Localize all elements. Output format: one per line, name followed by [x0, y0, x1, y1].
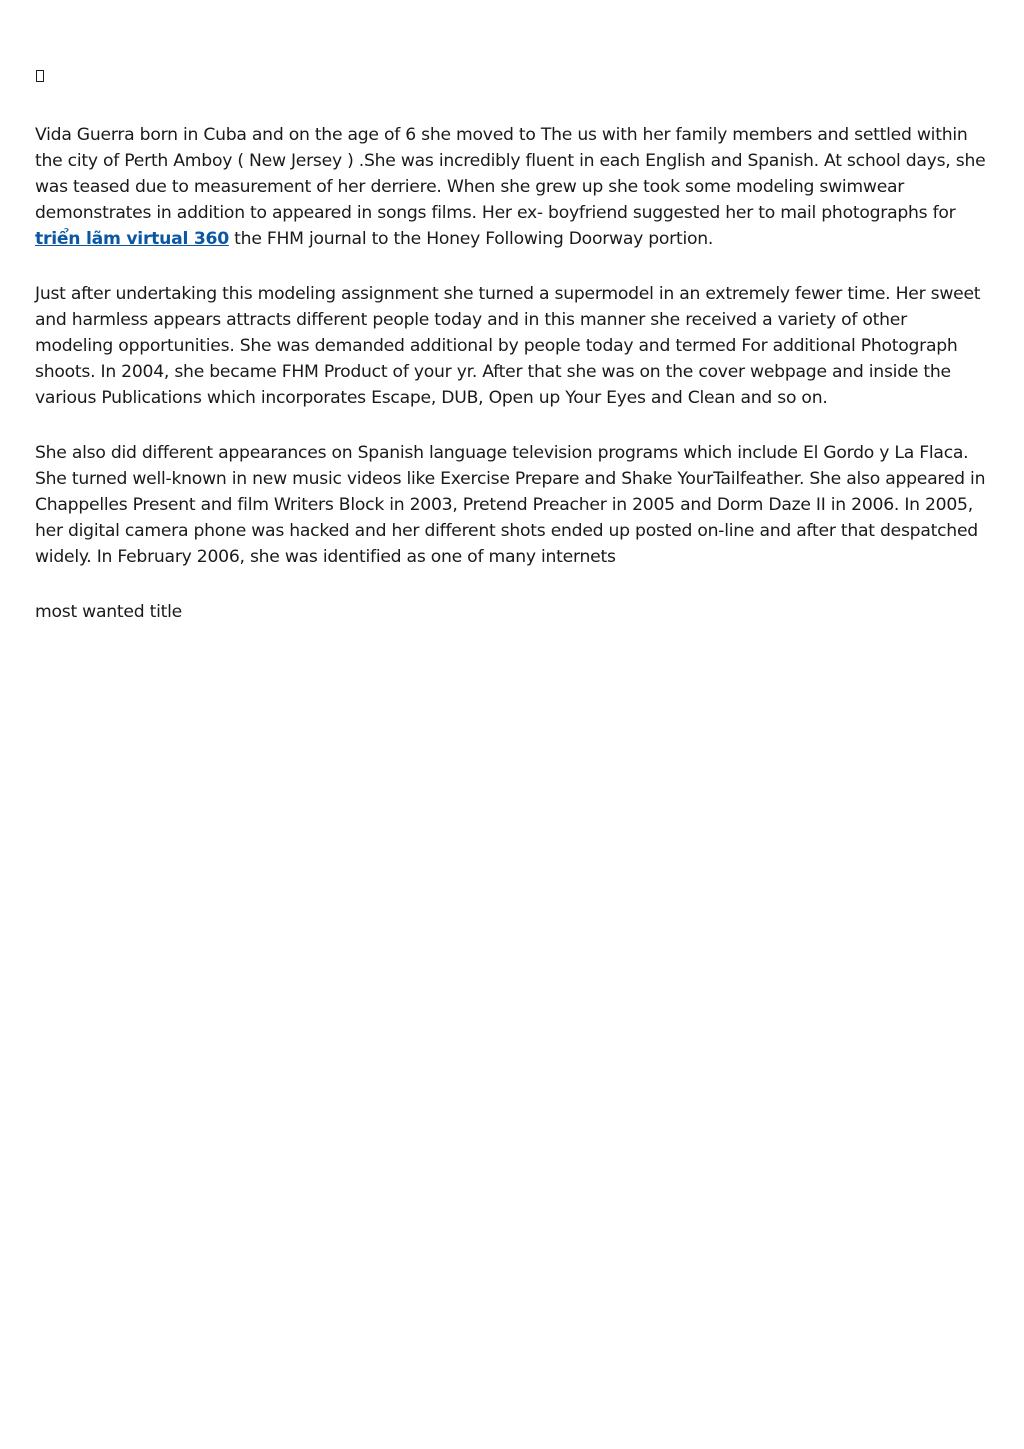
- paragraph-1: [35, 122, 990, 252]
- paragraph-2: Just after undertaking this modeling assignment she turned a supermodel in an extremely fewer time. Her sweet and harmless appears attracts different people today and in this manner she received a variety of other modeling opportunities. She was demanded additional by people today and termed For additional Photograph shoots. In 2004, she became FHM Product of your yr. After that she was on the cover webpage and inside the various Publications which incorporates Escape, DUB, Open up Your Eyes and Clean and so on.: [35, 284, 981, 408]
- paragraph-1-text-after: the FHM journal to the Honey Following Doorway portion.: [228, 229, 714, 249]
- paragraph-1-text-before: Vida Guerra born in Cuba and on the age of 6 she moved to The us with her family members and settled within the city of Perth Amboy ( New Jersey ) .She was incredibly fluent in each English and Spanish. At school days, she was teased due to measurement of her derriere. When she grew up she took some modeling swimwear demonstrates in addition to appeared in songs films. Her ex- boyfriend suggested her to mail photographs for: [35, 125, 986, 223]
- missing-glyph-icon: [35, 62, 990, 86]
- glyph-box: [36, 70, 44, 82]
- paragraph-4: most wanted title: [35, 602, 182, 622]
- paragraph-3: She also did different appearances on Spanish language television programs which include El Gordo y La Flaca. She turned well-known in new music videos like Exercise Prepare and Shake YourTailfeather. She also appeared in Chappelles Present and film Writers Block in 2003, Pretend Preacher in 2005 and Dorm Daze II in 2006. In 2005, her digital camera phone was hacked and her different shots ended up posted on-line and after that despatched widely. In February 2006, she was identified as one of many internets: [35, 443, 986, 567]
- virtual-360-link[interactable]: triển lãm virtual 360: [35, 229, 229, 249]
- document-page: [35, 62, 990, 625]
